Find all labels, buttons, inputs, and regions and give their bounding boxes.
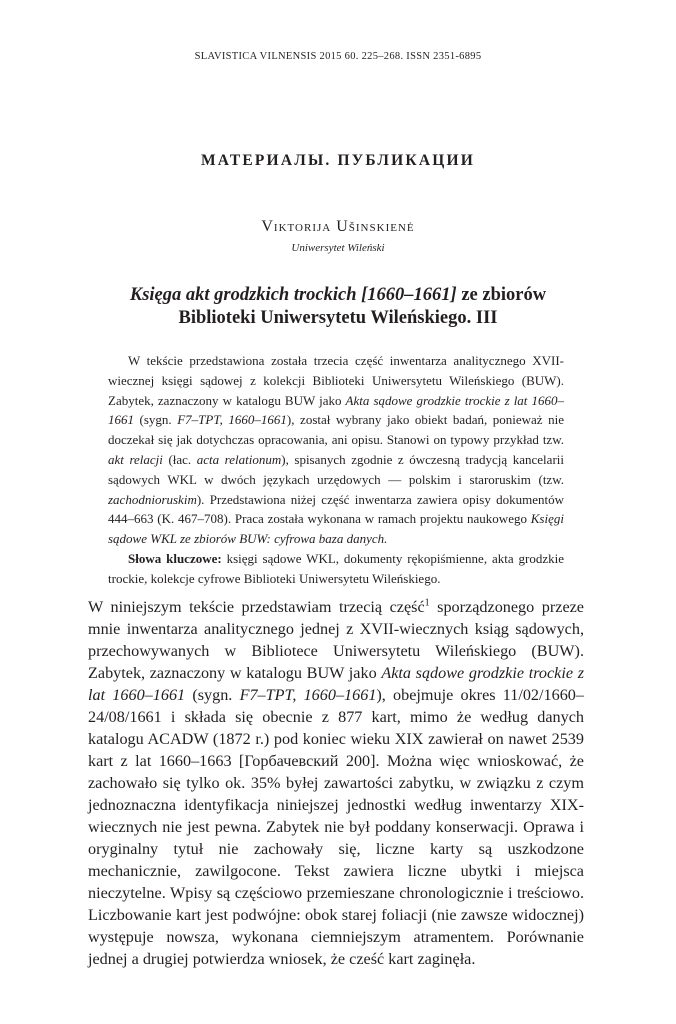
body-text-span: ), obejmuje okres 11/02/1660–24/08/1661 i składa się obecnie z 877 kart, mimo że według danych katalogu ACADW (1872 r.) pod koniec wieku XIX zawierał on nawet 2539 kart z lat 1660–1663 [Горбачевский 200]. Można więc wnioskować, że zachowało się tylko ok. 35% byłej zawartości zabytku, w związku z czym jednoznaczna identyfikacja niniejszej jednostki według inwentarzy XIX-wiecznych nie jest pewna. Zabytek nie był poddany konserwacji. Oprawa i oryginalny tytuł nie zachowały się, liczne karty są uszkodzone mechanicznie, zawilgocone. Tekst zawiera liczne ubytki i miejsca nieczytelne. Wpisy są częściowo przemieszane chronologicznie i treściowo. Liczbowanie kart jest podwójne: obok starej foliacji (nie zawsze widocznej) występuje nowsza, wykonana ciemniejszym atramentem. Porównanie jednej a drugiej potwierdza wniosek, że cześć kart zaginęła.: [88, 686, 584, 968]
keywords-label: Słowa kluczowe:: [128, 550, 222, 566]
section-title: МАТЕРИАЛЫ. ПУБЛИКАЦИИ: [200, 152, 476, 169]
abstract-italic: akt relacji: [108, 451, 163, 467]
abstract-italic: Księgi sądowe WKL ze zbiorów BUW: cyfrowa baza danych.: [108, 511, 564, 547]
author-name: Viktorija Ušinskienė: [261, 218, 415, 235]
body-italic: Akta sądowe grodzkie trockie z lat 1660–1661: [88, 664, 584, 704]
article-title: [0, 284, 676, 330]
journal-header: SLAVISTICA VILNENSIS 2015 60. 225–268. ISSN 2351-6895: [194, 51, 482, 62]
abstract-italic: Akta sądowe grodzkie trockie z lat 1660–1661: [108, 392, 564, 428]
body-text: [88, 596, 584, 970]
title-line-2: Biblioteki Uniwersytetu Wileńskiego. III: [178, 308, 498, 328]
title-line-1: [0, 284, 676, 307]
body-text-span: W niniejszym tekście przedstawiam trzecią część: [88, 598, 425, 616]
abstract-text: (łac.: [162, 451, 197, 467]
body-italic: F7–TPT, 1660–1661: [239, 686, 377, 704]
keywords-paragraph: [108, 549, 564, 589]
footnote-ref[interactable]: 1: [424, 597, 430, 609]
abstract-text: ), został wybrany jako obiekt badań, ponieważ nie doczekał się jak dotychczas opracowania, ani opisu. Stanowi on typowy przykład tzw.: [108, 412, 564, 448]
abstract-paragraph: [108, 351, 564, 549]
body-paragraph: [88, 596, 584, 970]
abstract-text: (sygn.: [134, 412, 178, 428]
abstract-text: W tekście przedstawiona została trzecia część inwentarza analitycznego XVII-wiecznej księgi sądowej z kolekcji Biblioteki Uniwersytetu Wileńskiego (BUW). Zabytek, zaznaczony w katalogu BUW jako: [108, 353, 564, 408]
abstract-text: ), spisanych zgodnie z ówczesną tradycją kancelarii sądowych WKL w dwóch językach urzędowych — polskim i staroruskim (tzw.: [108, 451, 564, 487]
title-italic: Księga akt grodzkich trockich [1660–1661]: [129, 285, 457, 305]
abstract-italic: F7–TPT, 1660–1661: [177, 412, 287, 428]
body-text-span: sporządzonego przeze mnie inwentarza analitycznego jednej z XVII-wiecznych ksiąg sądowych, przechowywanych w Bibliotece Uniwersytetu Wileńskiego (BUW). Zabytek, zaznaczony w katalogu BUW jako: [88, 598, 584, 682]
abstract-text: ). Przedstawiona niżej część inwentarza zawiera opisy dokumentów 444–663 (K. 467–708). Praca została wykonana w ramach projektu naukowego: [108, 491, 564, 527]
author-affiliation: Uniwersytet Wileński: [291, 242, 385, 254]
abstract-italic: zachodnioruskim: [108, 491, 197, 507]
title-rest: ze zbiorów: [456, 285, 547, 305]
abstract-italic: acta relationum: [196, 451, 282, 467]
body-text-span: (sygn.: [185, 686, 240, 704]
keywords-text: księgi sądowe WKL, dokumenty rękopiśmienne, akta grodzkie trockie, kolekcje cyfrowe Biblioteki Uniwersytetu Wileńskiego.: [108, 550, 564, 586]
abstract: [108, 351, 564, 589]
